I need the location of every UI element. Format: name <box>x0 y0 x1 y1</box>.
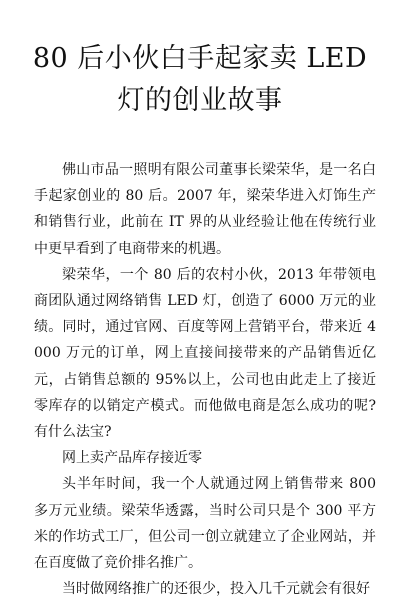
paragraph-1: 佛山市品一照明有限公司董事长梁荣华，是一名白手起家创业的 80 后。2007 年，梁荣华进入灯饰生产和销售行业，此前在 IT 界的从业经验让他在传统行业中更早看到了电商带来的机遇。 <box>34 162 376 257</box>
paragraph-4: 当时做网络推广的还很少，投入几千元就会有很好 <box>62 581 370 598</box>
article-body <box>34 157 376 602</box>
section-subheading: 网上卖产品库存接近零 <box>62 450 202 467</box>
article-title: 80 后小伙白手起家卖 LED 灯的创业故事 <box>32 43 368 116</box>
paragraph-2: 梁荣华，一个 80 后的农村小伙，2013 年带领电商团队通过网络销售 LED 灯，创造了 6000 万元的业绩。同时，通过官网、百度等网上营销平台，带来近 4000 万元的订单，网上直接间接带来的产品销售近亿元，占销售总额的 95%以上，公司也由此走上了接近零库存的以销定产模式。而他做电商是怎么成功的呢?有什么法宝? <box>34 266 376 441</box>
paragraph-3: 头半年时间，我一个人就通过网上销售带来 800 多万元业绩。梁荣华透露，当时公司只是个 300 平方米的作坊式工厂，但公司一创立就建立了企业网站，并在百度做了竞价排名推广。 <box>34 476 376 572</box>
